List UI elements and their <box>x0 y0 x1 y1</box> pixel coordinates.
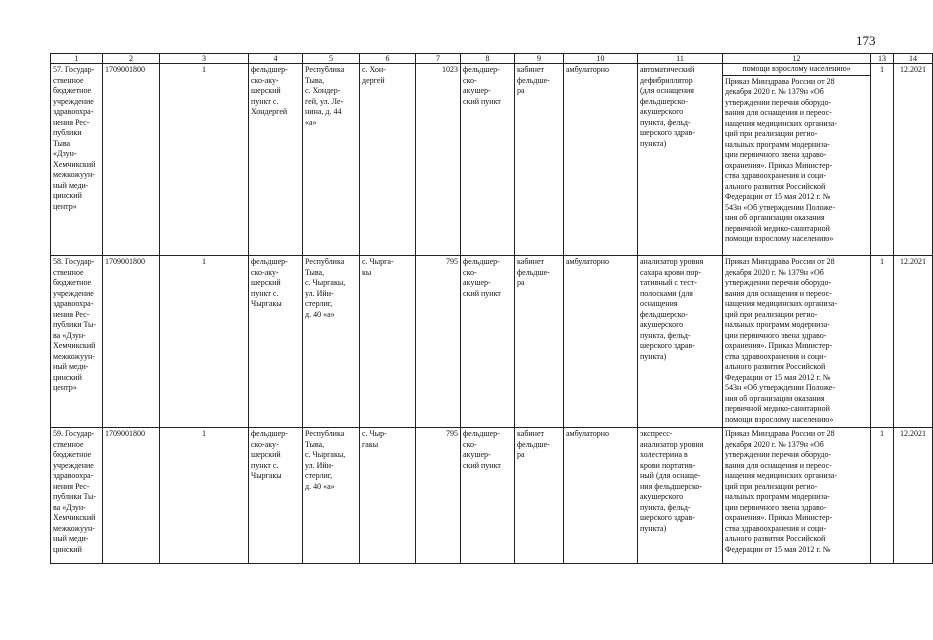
regulation-cell: Приказ Минздрава России от 28 декабря 2020 г. № 1379н «Об утверждении перечня оборудо- вания для оснащения и переос- нащения медицинских организа- ций при реализации регио- нальных программ модерниза- ции первичного звена здраво- охранения». Приказ Министер- ства здравоохранения и соци- ального развития Российской Федерации от 15 мая 2012 г. № <box>723 428 871 564</box>
institution-cell: 58. Государ- ственное бюджетное учреждение здравоохра- нения Рес- публики Ты- ва «Дзун- Хемчикский межкожуун- ный меди- цинский центр» <box>51 256 103 428</box>
column-number: 14 <box>894 54 933 64</box>
population-cell: 1023 <box>416 64 461 256</box>
care-form-cell: амбулаторно <box>564 256 638 428</box>
quantity-cell: 1 <box>871 428 894 564</box>
count-cell: 1 <box>160 256 249 428</box>
count-cell: 1 <box>160 428 249 564</box>
table-row <box>51 64 933 256</box>
column-number: 6 <box>360 54 416 64</box>
population-cell: 795 <box>416 428 461 564</box>
population-cell: 795 <box>416 256 461 428</box>
address-cell: Республика Тыва, с. Чыргакы, ул. Ийи- стерлиг, д. 40 «а» <box>303 256 360 428</box>
column-number: 11 <box>638 54 723 64</box>
table-row <box>51 256 933 428</box>
facility-type-cell: фельдшер- ско- акушер- ский пункт <box>461 256 515 428</box>
page-number: 173 <box>856 33 876 48</box>
facility-type-cell: фельдшер- ско- акушер- ский пункт <box>461 64 515 256</box>
regulation-cell: Приказ Минздрава России от 28 декабря 2020 г. № 1379н «Об утверждении перечня оборудо- вания для оснащения и переос- нащения медицинских организа- ций при реализации регио- нальных программ модерниза- ции первичного звена здраво- охранения». Приказ Министер- ства здравоохранения и соци- ального развития Российской Федерации от 15 мая 2012 г. № 543н «Об утверждении Положе- ния об организации оказания первичной медико-санитарной помощи взрослому населению» <box>723 256 871 428</box>
code-cell: 1709001800 <box>103 256 160 428</box>
unit-cell: фельдшер- ско-аку- шерский пункт с. Хондергей <box>249 64 303 256</box>
equipment-cell: экспресс- анализатор уровня холестерина в крови портатив- ный (для оснаще- ния фельдшерско- акушерского пункта, фельд- шерского здрав- пункта) <box>638 428 723 564</box>
code-cell: 1709001800 <box>103 64 160 256</box>
column-number: 3 <box>160 54 249 64</box>
care-form-cell: амбулаторно <box>564 64 638 256</box>
column-number: 9 <box>515 54 564 64</box>
date-cell: 12.2021 <box>894 64 933 256</box>
unit-cell: фельдшер- ско-аку- шерский пункт с. Чыргакы <box>249 428 303 564</box>
care-form-cell: амбулаторно <box>564 428 638 564</box>
column-number-row <box>51 54 933 64</box>
column-number: 1 <box>51 54 103 64</box>
equipment-table <box>50 53 933 564</box>
column-number: 10 <box>564 54 638 64</box>
column-number: 2 <box>103 54 160 64</box>
column-number: 13 <box>871 54 894 64</box>
room-cell: кабинет фельдше- ра <box>515 64 564 256</box>
room-cell: кабинет фельдше- ра <box>515 256 564 428</box>
column-number: 4 <box>249 54 303 64</box>
settlement-cell: с. Хон- дергей <box>360 64 416 256</box>
institution-cell: 59. Государ- ственное бюджетное учреждение здравоохра- нения Рес- публики Ты- ва «Дзун- Хемчикский межкожуун- ный меди- цинский <box>51 428 103 564</box>
column-number: 8 <box>461 54 515 64</box>
settlement-cell: с. Чырга- кы <box>360 256 416 428</box>
code-cell: 1709001800 <box>103 428 160 564</box>
date-cell: 12.2021 <box>894 256 933 428</box>
settlement-cell: с. Чыр- гакы <box>360 428 416 564</box>
regulation-cell <box>723 64 871 256</box>
address-cell: Республика Тыва, с. Чыргакы, ул. Ийи- стерлиг, д. 40 «а» <box>303 428 360 564</box>
carryover-text: помощи взрослому населению» <box>723 64 870 76</box>
quantity-cell: 1 <box>871 256 894 428</box>
equipment-cell: анализатор уровня сахара крови пор- тативный с тест- полосками (для оснащения фельдшерско- акушерского пункта, фельд- шерского здрав- пункта) <box>638 256 723 428</box>
column-number: 5 <box>303 54 360 64</box>
address-cell: Республика Тыва, с. Хондер- гей, ул. Ле- нина, д. 44 «а» <box>303 64 360 256</box>
regulation-text: Приказ Минздрава России от 28 декабря 2020 г. № 1379н «Об утверждении перечня оборудо- вания для оснащения и переос- нащения медицинских организа- ций при реализации регио- нальных программ модерниза- ции первичного звена здраво- охранения». Приказ Министер- ства здравоохранения и соци- ального развития Российской Федерации от 15 мая 2012 г. № 543н «Об утверждении Положе- ния об организации оказания первичной медико-санитарной помощи взрослому населению» <box>725 76 837 243</box>
unit-cell: фельдшер- ско-аку- шерский пункт с. Чыргакы <box>249 256 303 428</box>
count-cell: 1 <box>160 64 249 256</box>
quantity-cell: 1 <box>871 64 894 256</box>
equipment-cell: автоматический дефибриллятор (для оснащения фельдшерско- акушерского пункта, фельд- шерского здрав- пункта) <box>638 64 723 256</box>
facility-type-cell: фельдшер- ско- акушер- ский пункт <box>461 428 515 564</box>
date-cell: 12.2021 <box>894 428 933 564</box>
column-number: 12 <box>723 54 871 64</box>
room-cell: кабинет фельдше- ра <box>515 428 564 564</box>
institution-cell: 57. Государ- ственное бюджетное учреждение здравоохра- нения Рес- публики Тыва «Дзун- Хемчикский межкожуун- ный меди- цинский центр» <box>51 64 103 256</box>
table-row <box>51 428 933 564</box>
column-number: 7 <box>416 54 461 64</box>
